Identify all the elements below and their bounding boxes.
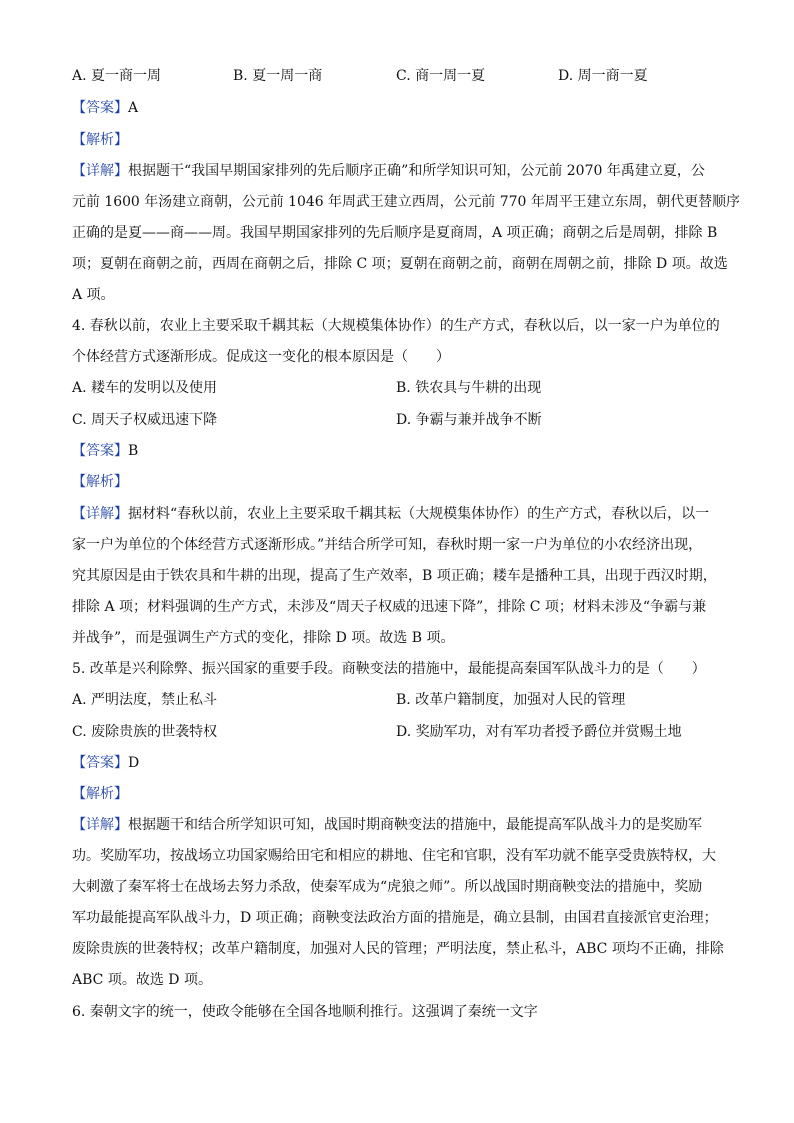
q4-detail-line-2: 家一户为单位的个体经营方式逐渐形成。”并结合所学可知，春秋时期一家一户为单位的小农经济出现， [72,537,703,553]
q5-answer-line [72,753,732,773]
q3-option-a: A. 夏一商一周 [72,68,162,84]
q5-detail-line-5: 废除贵族的世袭特权；改革户籍制度，加强对人民的管理；严明法度，禁止私斗，ABC 项均不正确，排除 [72,941,724,957]
detail-text: 根据题干和结合所学知识可知，战国时期商鞅变法的措施中，最能提高军队战斗力的是奖励军 [128,817,702,833]
q4-detail-line-4: 排除 A 项；材料强调的生产方式，未涉及“周天子权威的迅速下降”，排除 C 项；材料未涉及“争霸与兼 [72,599,707,615]
q4-analysis-line [72,472,732,492]
q5-option-d: D. 奖励军功，对有军功者授予爵位并赏赐土地 [396,724,682,740]
analysis-tag: 【解析】 [72,786,128,802]
q4-option-d: D. 争霸与兼并战争不断 [396,412,542,428]
detail-tag: 【详解】 [72,163,128,179]
detail-text: 据材料“春秋以前，农业上主要采取千耦其耘（大规模集体协作）的生产方式，春秋以后，以一 [128,506,710,522]
q3-option-b: B. 夏一周一商 [233,68,323,84]
analysis-tag: 【解析】 [72,132,128,148]
q5-analysis-line [72,784,732,804]
q6-stem: 6. 秦朝文字的统一，使政令能够在全国各地顺利推行。这强调了秦统一文字 [72,1004,538,1020]
q5-option-a: A. 严明法度，禁止私斗 [72,692,218,708]
q5-detail-line-4: 军功最能提高军队战斗力，D 项正确；商鞅变法政治方面的措施是，确立县制，由国君直接派官吏治理； [72,910,718,926]
q3-detail-line-1 [72,161,732,181]
detail-text: 根据题干“我国早期国家排列的先后顺序正确”和所学知识可知，公元前 2070 年禹建立夏，公 [128,163,705,179]
q3-option-c: C. 商一周一夏 [396,68,486,84]
answer-tag: 【答案】 [72,755,128,771]
q4-option-c: C. 周天子权威迅速下降 [72,412,218,428]
detail-tag: 【详解】 [72,506,128,522]
answer-value: D [128,755,140,771]
answer-value: B [128,443,139,459]
q5-detail-line-2: 功。奖励军功，按战场立功国家赐给田宅和相应的耕地、住宅和官职，没有军功就不能享受贵族特权，大 [72,848,716,864]
detail-tag: 【详解】 [72,817,128,833]
q4-option-b: B. 铁农具与牛耕的出现 [396,380,542,396]
q4-detail-line-1 [72,504,732,524]
q5-stem: 5. 改革是兴利除弊、振兴国家的重要手段。商鞅变法的措施中，最能提高秦国军队战斗力的是（ ） [72,661,706,677]
q4-stem-line-2: 个体经营方式逐渐形成。促成这一变化的根本原因是（ ） [72,349,450,365]
answer-value: A [128,100,139,116]
answer-tag: 【答案】 [72,100,128,116]
q4-answer-line [72,441,732,461]
q5-option-b: B. 改革户籍制度，加强对人民的管理 [396,692,626,708]
q5-detail-line-1 [72,815,732,835]
q5-detail-line-3: 大刺激了秦军将士在战场去努力杀敌，使秦军成为“虎狼之师”。所以战国时期商鞅变法的措施中，奖励 [72,879,703,895]
q5-detail-line-6: ABC 项。故选 D 项。 [72,972,212,988]
answer-tag: 【答案】 [72,443,128,459]
q3-detail-line-3: 正确的是夏——商——周。我国早期国家排列的先后顺序是夏商周，A 项正确；商朝之后是周朝，排除 B [72,225,718,241]
q3-option-d: D. 周一商一夏 [558,68,648,84]
q3-answer-line [72,98,732,118]
q3-detail-line-5: A 项。 [72,287,115,303]
q4-option-a: A. 耧车的发明以及使用 [72,380,218,396]
q4-stem-line-1: 4. 春秋以前，农业上主要采取千耦其耘（大规模集体协作）的生产方式，春秋以后，以一家一户为单位的 [72,318,720,334]
q3-analysis-line [72,130,732,150]
q4-detail-line-5: 并战争”，而是强调生产方式的变化，排除 D 项。故选 B 项。 [72,630,455,646]
q5-option-c: C. 废除贵族的世袭特权 [72,724,218,740]
analysis-tag: 【解析】 [72,474,128,490]
q3-detail-line-2: 元前 1600 年汤建立商朝，公元前 1046 年周武王建立西周，公元前 770 年周平王建立东周，朝代更替顺序 [72,194,741,210]
q3-detail-line-4: 项；夏朝在商朝之前，西周在商朝之后，排除 C 项；夏朝在商朝之前，商朝在周朝之前，排除 D 项。故选 [72,256,728,272]
q4-detail-line-3: 究其原因是由于铁农具和牛耕的出现，提高了生产效率，B 项正确；耧车是播种工具，出现于西汉时期， [72,568,717,584]
